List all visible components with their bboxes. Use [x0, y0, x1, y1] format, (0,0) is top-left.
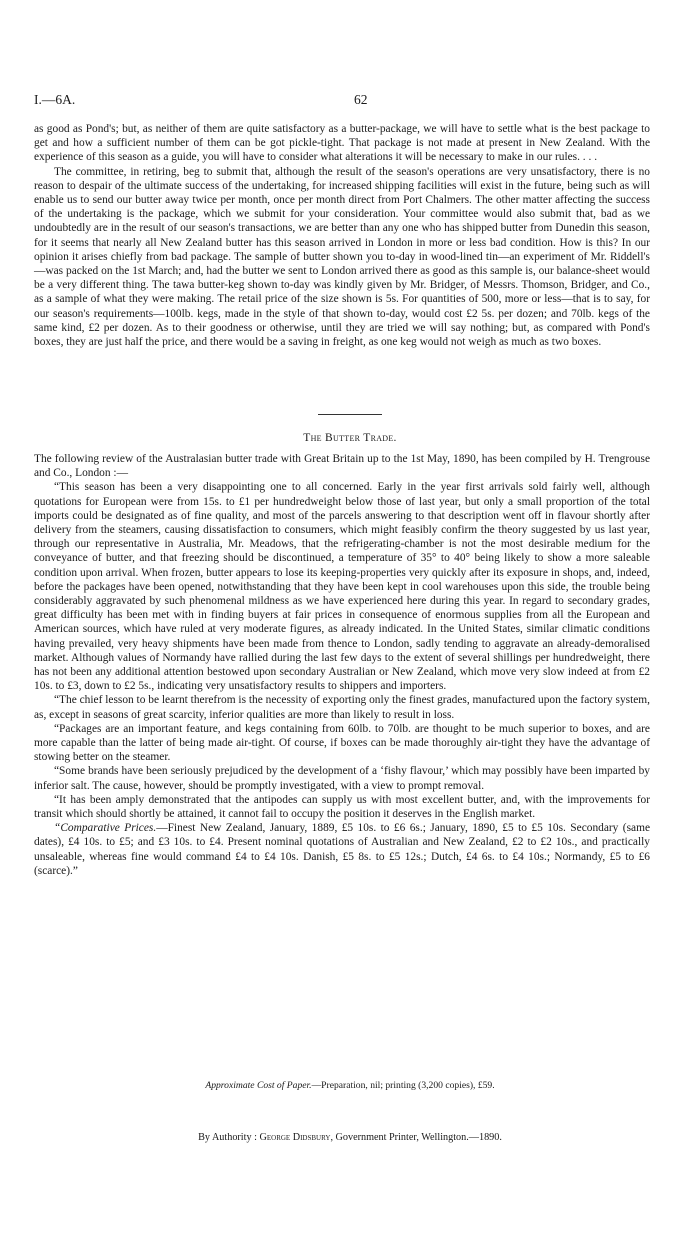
intro-paragraph: The following review of the Australasian butter trade with Great Britain up to the 1st May, 1890, has been compiled by H. Trengrouse and Co., London :—	[34, 453, 650, 480]
section-heading: The Butter Trade.	[303, 432, 397, 444]
butter-trade-section	[34, 452, 650, 878]
committee-paragraph: The committee, in retiring, beg to submit that, although the result of the season's operations are very unsatisfactory, there is no reason to despair of the ultimate success of the undertaking, for increased shipping facilities will exist in the future, being such as will enable us to send our butter away twice per month, once per month direct from Port Chalmers. The other matter affecting the success of the undertaking is the package, which we submit for your consideration. Your committee would also submit that, bad as we undoubtedly are in the result of our season's transactions, we are better than any one who has shipped butter from Dunedin this season, for it seems that nearly all New Zealand butter has this season arrived in London in more or less bad condition. How is this? In our opinion it arises chiefly from bad package. The sample of butter shown you to-day in wood-lined tin—an experiment of Mr. Riddell's—was packed on the 1st March; and, had the butter we sent to London arrived there as good as this sample is, our balance-sheet would be a very different thing. The tawa butter-keg shown to-day was kindly given by Mr. Bridger, of Messrs. Thomson, Bridger, and Co., as a sample of what they were making. The retail price of the size shown is 5s. For quantities of 500, more or less—that is to say, for our season's requirements—100lb. kegs, made in the style of that shown to-day, would cost £2 5s. per dozen; and 70lb. kegs of the same kind, £2 per dozen. As to their goodness or otherwise, until they are tried we will say nothing; but, as compared with Pond's boxes, they are just half the price, and there would be a saving in freight, as one keg would not weigh as much as two boxes.	[34, 165, 650, 349]
review-paragraph: “Some brands have been seriously prejudiced by the development of a ‘fishy flavour,’ which may possibly have been imparted by inferior salt. The cause, however, should be promptly investigated, with a view to prompt removal.	[34, 765, 650, 792]
comparative-prices-text: —Finest New Zealand, January, 1889, £5 10s. to £6 6s.; January, 1890, £5 to £5 10s. Secondary (same dates), £4 10s. to £5; and £3 10s. to £4. Present nominal quotations of Australian and New Zealand, £2 to £2 10s., and practically unsaleable, whereas fine would command £4 to £4 10s. Danish, £5 8s. to £5 12s.; Dutch, £4 6s. to £4 10s.; Normandy, £5 to £6 (scarce).”	[34, 822, 650, 877]
comparative-prices-paragraph	[34, 821, 650, 878]
section-divider	[318, 414, 382, 415]
committee-section	[34, 122, 650, 349]
document-reference: I.—6A.	[34, 92, 76, 107]
page-header	[34, 92, 660, 112]
cost-label: Approximate Cost of Paper.	[205, 1080, 312, 1091]
authority-suffix: , Government Printer, Wellington.—1890.	[330, 1132, 502, 1143]
review-paragraph: “This season has been a very disappointing one to all concerned. Early in the year first arrivals sold fairly well, although quotations for European were from 15s. to £1 per hundredweight below those of last year, but only a small proportion of the total imports could be designated as of fine quality, and most of the parcels answering to that description went off in flavour shortly after delivery from the steamers, causing dissatisfaction to consumers, which might feasibly confirm the theory suggested by us last year, through our representative in Australia, Mr. Meadows, that the refrigerating-chamber is not the most desirable medium for the conveyance of butter, and that freezing should be discontinued, a temperature of 35° to 40° being likely to show a more saleable condition upon arrival. When frozen, butter appears to lose its keeping-properties very quickly after its exposure in shops, and, indeed, before the packages have been opened, notwithstanding that they have been kept in cool warehouses upon this side, the trouble being considerably aggravated by such phenomenal mildness as we have experienced here during this year. In regard to secondary grades, great difficulty has been met with in finding buyers at fair prices in consequence of enormous supplies from all the European and American sources, which have ruled at very moderate figures, as already indicated. In the United States, similar climatic conditions having prevailed, very heavy shipments have been made from thence to London, sadly tending to aggravate an already-demoralised market. Although values of Normandy have rallied during the last few days to the extent of several shillings per hundredweight, there has not been any additional attention bestowed upon secondary Australian or New Zealand, which move very slow indeed at from £2 10s. to £3, down to £2 5s., indicating very unsatisfactory results to shippers and importers.	[34, 481, 650, 693]
review-paragraph: “Packages are an important feature, and kegs containing from 60lb. to 70lb. are thought to be much superior to boxes, and are more capable than the latter of being made air-tight. Of course, if boxes can be made thoroughly air-tight they have the advantage of stowing better on the steamer.	[34, 722, 650, 764]
printer-name: George Didsbury	[259, 1132, 331, 1143]
page-number: 62	[354, 92, 368, 107]
authority-prefix: By Authority :	[198, 1132, 260, 1143]
committee-paragraph: as good as Pond's; but, as neither of them are quite satisfactory as a butter-package, we will have to settle what is the best package to get and how a sufficient number of them can be got pickle-tight. That package is not made at present in New Zealand. With the experience of this season as a guide, you will have to consider what alterations it will be necessary to make in our rules. . . .	[34, 123, 650, 164]
comparative-prices-label: “Comparative Prices.	[54, 822, 157, 835]
cost-note	[0, 1080, 700, 1091]
review-paragraph: “It has been amply demonstrated that the antipodes can supply us with most excellent butter, and, with the improvements for transit which should shortly be attained, it cannot fail to occupy the position it deserves in the English market.	[34, 793, 650, 821]
authority-line	[0, 1132, 700, 1143]
cost-text: —Preparation, nil; printing (3,200 copies), £59.	[311, 1080, 495, 1091]
review-paragraph: “The chief lesson to be learnt therefrom is the necessity of exporting only the finest grades, manufactured upon the factory system, as, except in seasons of great scarcity, inferior qualities are more than likely to result in loss.	[34, 694, 650, 721]
